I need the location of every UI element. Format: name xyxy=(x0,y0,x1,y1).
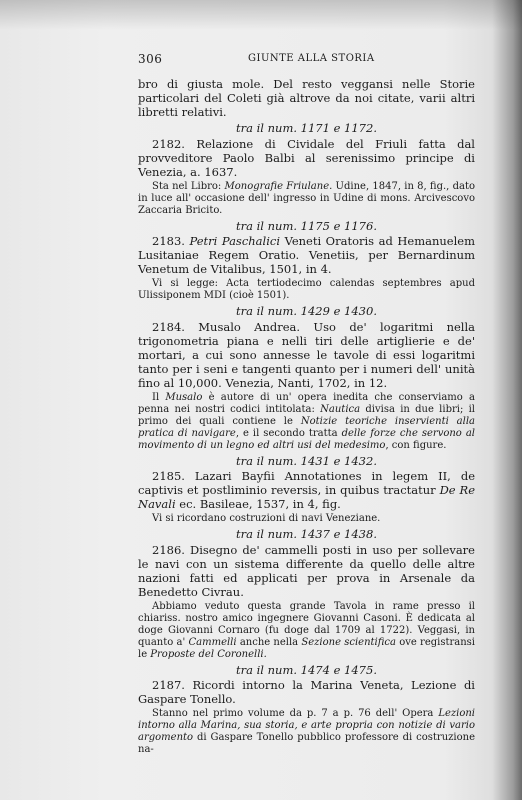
page-number: 306 xyxy=(138,52,163,66)
note-text: , con figure. xyxy=(385,439,447,451)
note-2187 xyxy=(138,708,475,756)
page-gutter-shadow xyxy=(492,0,522,800)
note-em: Lezioni intorno alla Marina, sua storia, e arte propria con notizie di vario argomento xyxy=(138,708,475,743)
note-2182 xyxy=(138,181,475,217)
entry-2183 xyxy=(138,234,475,276)
note-text: di Gaspare Tonello pubblico professore di costruzione na- xyxy=(138,732,475,755)
entry-2184: 2184. Musalo Andrea. Uso de' logaritmi nella trigonometria piana e nelli tiri delle artiglierie e de' mortari, a cui sono annesse le tavole di essi logaritmi tanto per i seni e tangenti quanto per i numeri dell' unità fino al 10,000. Venezia, Nanti, 1702, in 12. xyxy=(138,319,475,390)
page-shadow-top xyxy=(0,0,522,30)
note-em: Musalo xyxy=(165,391,203,403)
entry-2187: 2187. Ricordi intorno la Marina Veneta, Lezione di Gaspare Tonello. xyxy=(138,678,475,706)
note-em: Notizie teoriche inservienti alla pratica di navigare xyxy=(138,415,476,439)
entry-text: Veneti Oratoris ad Hemanuelem Lusitaniae Regem Oratio. Venetiis, per Bernardinum Venetum de Vitalibus, 1501, in 4. xyxy=(138,234,476,276)
note-em: Sezione scientifica xyxy=(301,636,396,648)
note-em: delle forze che servono al movimento di un legno ed altri usi del medesimo xyxy=(138,427,475,451)
entry-text: ec. Basileae, 1537, in 4, fig. xyxy=(175,497,341,511)
note-text: anche nella xyxy=(236,636,302,648)
page-header xyxy=(138,52,478,68)
note-title: Monografie Friulane. xyxy=(224,180,333,192)
note-2183: Vi si legge: Acta tertiodecimo calendas septembres apud Ulissiponem MDI (cioè 1501). xyxy=(138,278,475,301)
note-em: Nautica xyxy=(320,403,361,415)
note-em: Cammelli xyxy=(188,636,237,648)
note-2185: Vi si ricordano costruzioni di navi Veneziane. xyxy=(152,513,381,524)
entry-text: 2183. xyxy=(152,234,190,248)
running-title: GIUNTE ALLA STORIA xyxy=(248,53,375,64)
note-text: Abbiamo veduto questa grande Tavola in rame presso il chiariss. nostro amico ingegnere Giovanni Casoni. È dedicata al doge Giovanni Cornaro (fu doge dal 1709 al 1722). Veggasi, in quanto a' xyxy=(138,600,475,648)
entry-2186: 2186. Disegno de' cammelli posti in uso per sollevare le navi con un sistema differente da quello delle altre nazioni fatti ed applicati per prova in Arsenale da Benedetto Civrau. xyxy=(138,542,475,599)
note-text: è autore di un' opera inedita che conserviamo a penna nei nostri codici intitolata: xyxy=(138,391,475,415)
range-heading: tra il num. 1437 e 1438. xyxy=(236,527,377,541)
entry-2185 xyxy=(138,469,475,511)
page-text xyxy=(138,77,475,756)
note-text: ove registransi le xyxy=(138,636,475,660)
note-text: Udine, 1847, in 8, fig., dato in luce all' occasione dell' ingresso in Udine di mons. Arcivescovo Zaccaria Bricito. xyxy=(138,180,476,216)
entry-text: 2185. Lazari Bayfii Annotationes in legem II, de captivis et postliminio reversis, in quibus tractatur xyxy=(138,469,475,497)
note-text: divisa in due libri; il primo dei quali contiene le xyxy=(138,403,475,427)
entry-title: De Re Navali xyxy=(138,483,475,511)
note-text: Stanno nel primo volume da p. 7 a p. 76 dell' Opera xyxy=(152,708,439,719)
range-heading: tra il num. 1171 e 1172. xyxy=(236,121,377,135)
note-text: Sta nel Libro: xyxy=(152,180,225,192)
range-heading: tra il num. 1431 e 1432. xyxy=(236,453,377,468)
range-heading: tra il num. 1429 e 1430. xyxy=(236,304,377,318)
continuation-paragraph: bro di giusta mole. Del resto veggansi nelle Storie particolari del Coleti già altrove da noi citate, varii altri libretti relativi. xyxy=(138,77,475,119)
range-heading: tra il num. 1474 e 1475. xyxy=(236,662,377,677)
range-heading: tra il num. 1175 e 1176. xyxy=(236,218,377,233)
note-2184 xyxy=(138,392,475,452)
note-2186 xyxy=(138,601,475,661)
entry-2182: 2182. Relazione di Cividale del Friuli fatta dal provveditore Paolo Balbi al serenissimo principe di Venezia, a. 1637. xyxy=(138,136,475,179)
entry-author: Petri Paschalici xyxy=(189,234,281,248)
note-em: Proposte del Coronelli. xyxy=(150,648,267,660)
note-text: , e il secondo tratta xyxy=(235,427,342,439)
note-text: Il xyxy=(152,391,166,403)
